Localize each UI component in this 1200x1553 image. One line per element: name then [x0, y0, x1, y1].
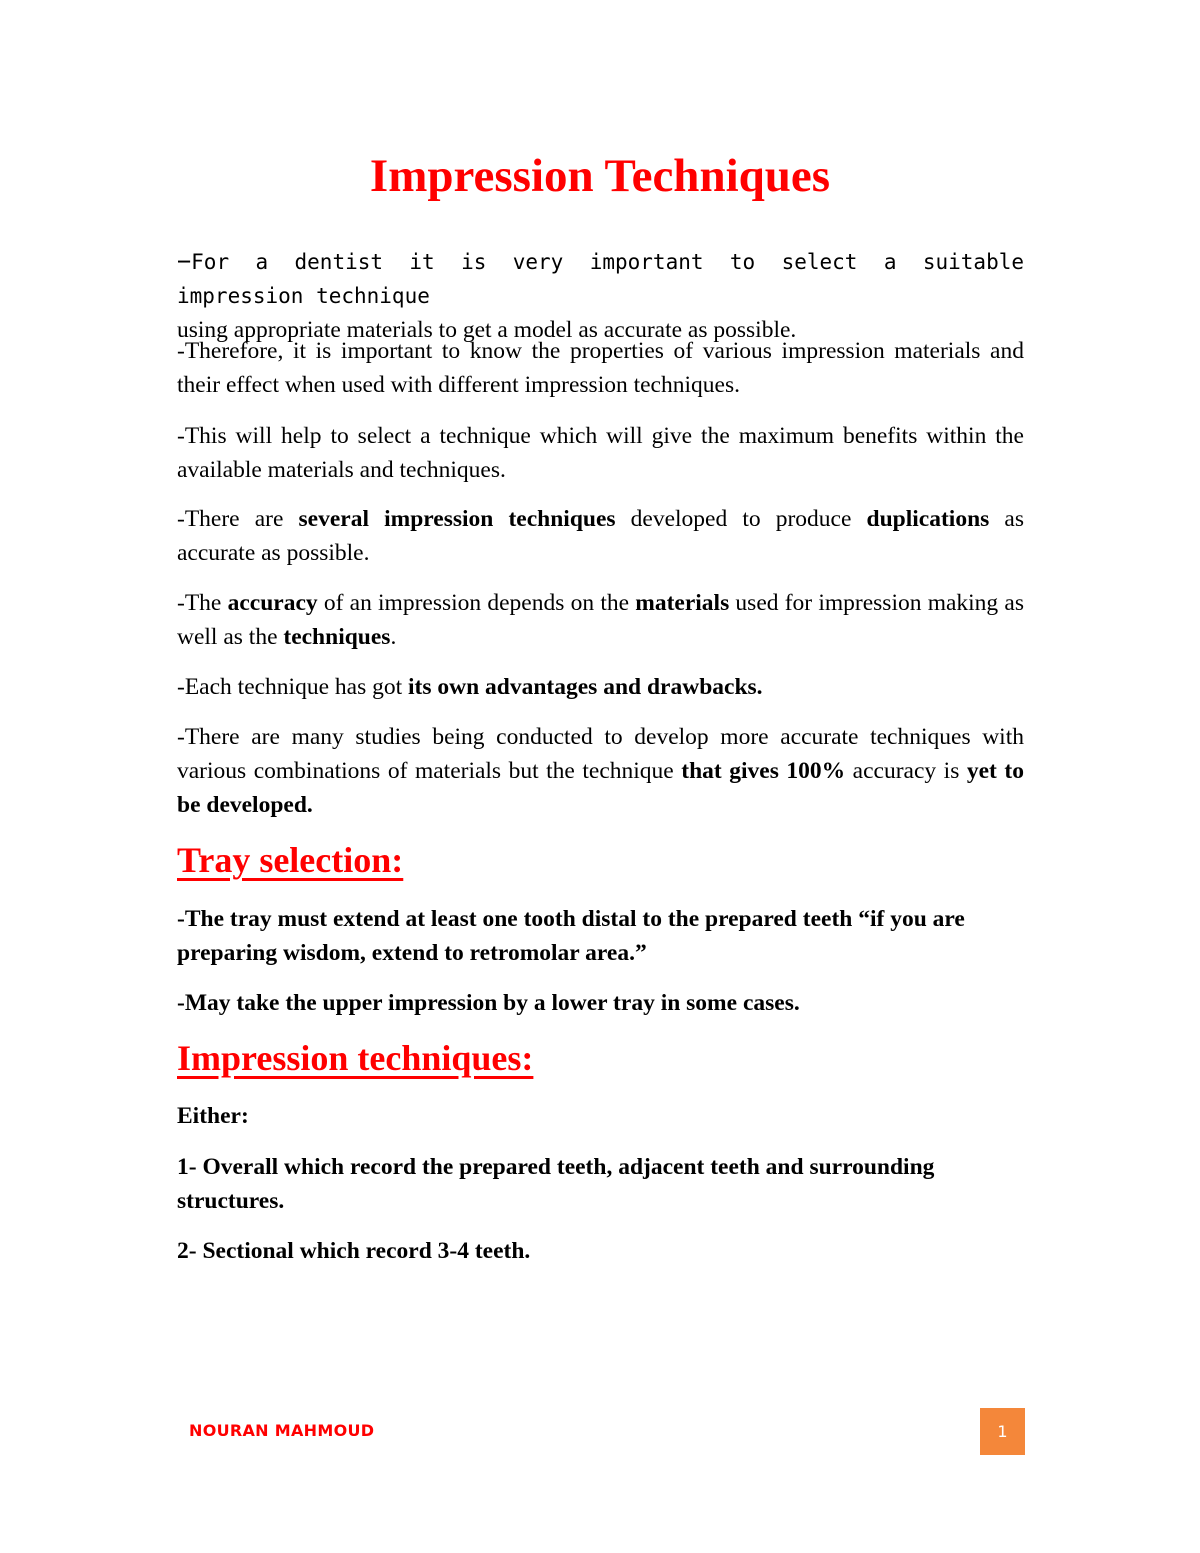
- p4-text-e: as accurate as possible.: [177, 506, 1024, 566]
- p6-text-a: -Each technique has got: [177, 674, 408, 700]
- tray-item-1: -The tray must extend at least one tooth distal to the prepared teeth “if you are preparing wisdom, extend to retromolar area.”: [177, 906, 965, 966]
- p4-text-a: -There are: [177, 506, 299, 532]
- p5-text-g: .: [390, 624, 397, 650]
- intro-paragraph-3: -This will help to select a technique which will give the maximum benefits within the available materials and techniques.: [177, 423, 1024, 483]
- p4-text-c: developed to produce: [615, 506, 867, 532]
- paragraph-several-techniques: [177, 502, 1024, 570]
- p7-text-a: -There are many studies being conducted to develop more accurate techniques with various combinations of materials but the technique: [177, 724, 1024, 784]
- p4-bold-b: several impression techniques: [298, 506, 616, 532]
- p7-text-c: accuracy is: [845, 758, 967, 784]
- p5-text-e: used for impression making as well as the: [177, 590, 1024, 650]
- footer-author: NOURAN MAHMOUD: [189, 1421, 375, 1440]
- page-number: 1: [980, 1408, 1025, 1455]
- paragraph-advantages: [177, 670, 1024, 704]
- impression-techniques-heading: Impression techniques:: [177, 1038, 534, 1078]
- intro-paragraph-2: -Therefore, it is important to know the properties of various impression materials and their effect when used with different impression techniques.: [177, 338, 1024, 398]
- technique-item-2: 2- Sectional which record 3-4 teeth.: [177, 1238, 531, 1264]
- page-title: Impression Techniques: [369, 150, 831, 202]
- p6-bold-b: its own advantages and drawbacks.: [408, 674, 763, 700]
- intro-paragraph-1-dash: −: [177, 247, 192, 275]
- tray-selection-heading: Tray selection:: [177, 840, 404, 880]
- p4-bold-d: duplications: [866, 506, 990, 532]
- p5-bold-f: techniques: [283, 624, 391, 650]
- paragraph-studies: [177, 720, 1024, 822]
- intro-paragraph-1: [177, 244, 1024, 347]
- either-label: Either:: [177, 1103, 249, 1129]
- p5-bold-d: materials: [635, 590, 730, 616]
- intro-paragraph-1-line-2: using appropriate materials to get a model as accurate as possible.: [177, 317, 797, 343]
- p7-bold-b: that gives 100%: [681, 758, 846, 784]
- p7-bold-d: yet to be developed.: [177, 758, 1024, 818]
- p5-text-c: of an impression depends on the: [317, 590, 636, 616]
- intro-paragraph-1-line-1: For a dentist it is very important to select a suitable impression technique: [177, 250, 1024, 308]
- p5-bold-b: accuracy: [227, 590, 318, 616]
- p5-text-a: -The: [177, 590, 228, 616]
- technique-item-1: 1- Overall which record the prepared teeth, adjacent teeth and surrounding structures.: [177, 1154, 935, 1214]
- paragraph-accuracy: [177, 586, 1024, 654]
- tray-item-2: -May take the upper impression by a lower tray in some cases.: [177, 990, 800, 1016]
